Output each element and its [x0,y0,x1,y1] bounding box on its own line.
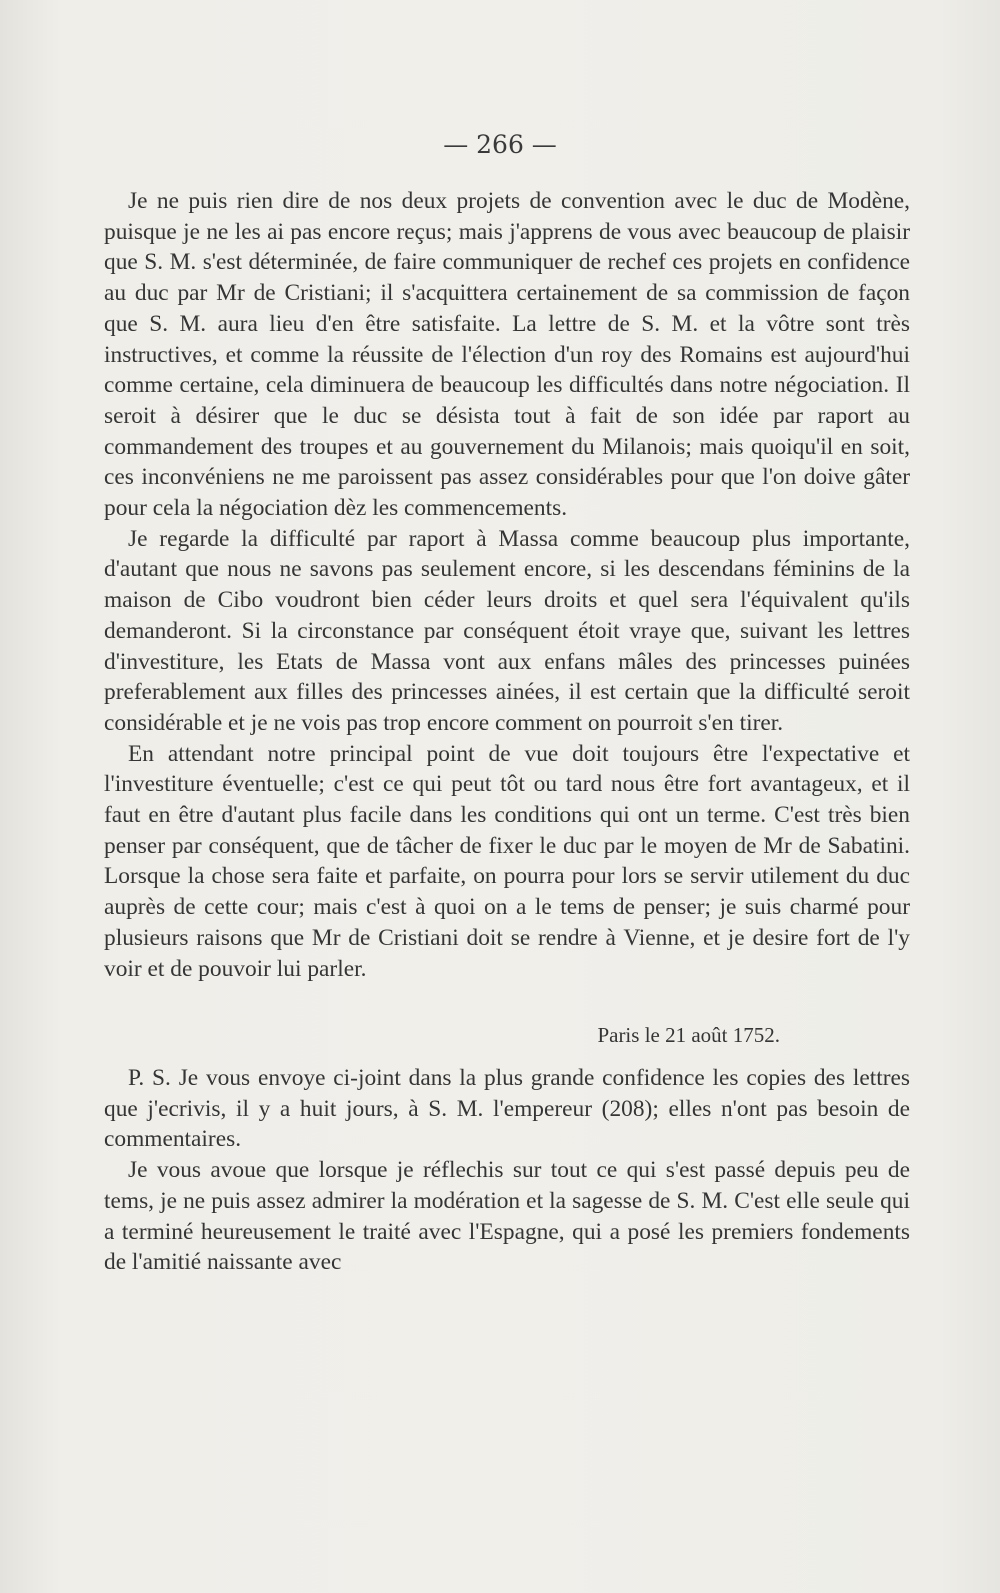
paragraph-1: Je ne puis rien dire de nos deux projets de convention avec le duc de Modène, puisque je ne les ai pas encore reçus; mais j'apprens de vous avec beaucoup de plaisir que S. M. s'est déterminée, de faire communiquer de rechef ces projets en confidence au duc par Mr de Cristiani; il s'acquittera certainement de sa commission de façon que S. M. aura lieu d'en être satisfaite. La lettre de S. M. et la vôtre sont très instructives, et comme la réussite de l'élection d'un roy des Romains est aujourd'hui comme certaine, cela diminuera de beaucoup les difficultés dans notre négociation. Il seroit à désirer que le duc se désista tout à fait de son idée par raport au commandement des troupes et au gouvernement du Milanois; mais quoiqu'il en soit, ces inconvéniens ne me paroissent pas assez considérables pour que l'on doive gâter pour cela la négociation dèz les commencements. [104,188,910,522]
postscript-paragraph-2: Je vous avoue que lorsque je réflechis sur tout ce qui s'est passé depuis peu de tems, je ne puis assez admirer la modération et la sagesse de S. M. C'est elle seule qui a terminé heureusement le traité avec l'Espagne, qui a posé les premiers fondements de l'amitié naissante avec [104,1157,910,1276]
page-number: — 266 — [443,130,557,159]
postscript-paragraph-1: P. S. Je vous envoye ci-joint dans la plus grande confidence les copies des lettres que j'ecrivis, il y a huit jours, à S. M. l'empereur (208); elles n'ont pas besoin de commentaires. [104,1064,910,1153]
letter-body [104,186,910,1278]
paragraph-2: Je regarde la difficulté par raport à Massa comme beaucoup plus importante, d'autant que nous ne savons pas seulement encore, si les descendans féminins de la maison de Cibo voudront bien céder leurs droits et quel sera l'équivalent qu'ils demanderont. Si la circonstance par conséquent étoit vraye que, suivant les lettres d'investiture, les Etats de Massa vont aux enfans mâles des princesses puinées preferablement aux filles des princesses ainées, il est certain que la difficulté seroit considérable et je ne vois pas trop encore comment on pourroit s'en tirer. [104,525,910,736]
dateline: Paris le 21 août 1752. [597,1023,780,1048]
paragraph-3: En attendant notre principal point de vue doit toujours être l'expectative et l'investiture éventuelle; c'est ce qui peut tôt ou tard nous être fort avantageux, et il faut en être d'autant plus facile dans les conditions qui ont un terme. C'est très bien penser par conséquent, que de tâcher de fixer le duc par le moyen de Mr de Sabatini. Lorsque la chose sera faite et parfaite, on pourra pour lors se servir utilement du duc auprès de cette cour; mais c'est à quoi on a le tems de penser; je suis charmé pour plusieurs raisons que Mr de Cristiani doit se rendre à Vienne, et je desire fort de l'y voir et de pouvoir lui parler. [104,740,910,982]
